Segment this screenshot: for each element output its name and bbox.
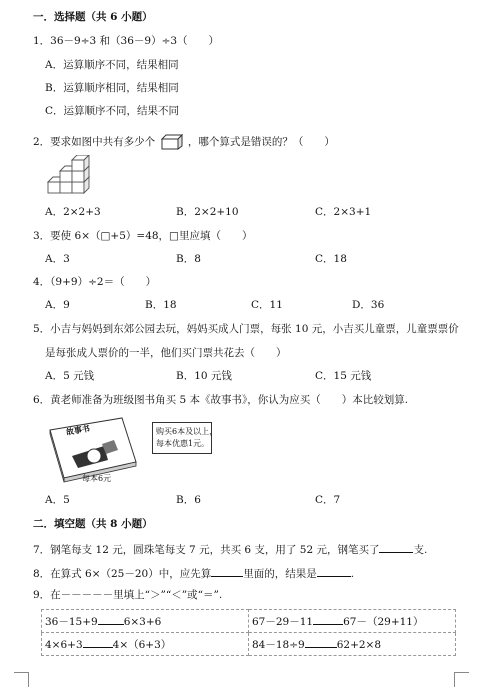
expression-left: 4×6+3: [45, 638, 83, 651]
question-2-stem-start: 2．要求如图中共有多少个: [33, 136, 156, 148]
question-5-option-c[interactable]: C．15 元钱: [315, 370, 372, 382]
question-8-text: 8．在算式 6×（25－20）中，应先算: [33, 568, 212, 580]
question-7-text-end: 支.: [413, 544, 428, 556]
question-6-option-c[interactable]: C．7: [315, 494, 341, 506]
corner-mark-bottom-left: [14, 672, 29, 687]
table-cell: [249, 610, 456, 633]
section-heading-fill-in: 二．填空题（共 8 小题）: [33, 518, 153, 530]
expression-right: 62+2×8: [336, 638, 382, 651]
question-2-stem: [33, 134, 335, 150]
question-5-option-b[interactable]: B．10 元钱: [176, 370, 232, 382]
expression-right: 6×3+6: [123, 615, 162, 628]
question-1-option-c[interactable]: C．运算顺序不同，结果不同: [45, 105, 180, 117]
question-6-stem: 6．黄老师准备为班级图书角买 5 本《故事书》，你认为应买（ ）本比较划算.: [33, 394, 409, 406]
cube-icon: [161, 134, 183, 150]
question-6-option-a[interactable]: A．5: [45, 494, 70, 506]
compare-blank[interactable]: [83, 637, 113, 648]
expression-right: 4×（6+3）: [112, 638, 172, 651]
table-row: [42, 610, 456, 633]
discount-note-box: [152, 422, 218, 454]
table-row: [42, 633, 456, 656]
book-price: 每本6元: [82, 474, 112, 483]
question-2-stem-end: ，哪个算式是错误的？（ ）: [187, 136, 335, 148]
expression-left: 67－29－11: [252, 615, 314, 628]
compare-blank[interactable]: [305, 637, 337, 648]
comparison-table: [41, 609, 456, 656]
corner-mark-bottom-right: [454, 672, 469, 687]
question-6-option-b[interactable]: B．6: [176, 494, 201, 506]
question-4-option-b[interactable]: B．18: [145, 299, 177, 311]
question-1-option-a[interactable]: A．运算顺序不同，结果相同: [45, 59, 179, 71]
question-8: [33, 566, 354, 581]
book-title: 故事书: [65, 422, 91, 438]
question-4-option-a[interactable]: A．9: [45, 299, 70, 311]
question-5-stem-line2: 是每张成人票价的一半，他们买门票共花去（ ）: [45, 347, 287, 359]
question-1-stem: 1．36－9÷3 和（36－9）÷3（ ）: [33, 35, 220, 47]
question-4-stem: 4．（9+9）÷2＝（ ）: [33, 276, 157, 288]
expression-right: 67－（29+11）: [343, 615, 424, 628]
question-8-text-end: .: [350, 568, 355, 580]
question-3-option-b[interactable]: B．8: [176, 253, 201, 265]
compare-blank[interactable]: [313, 614, 343, 625]
question-8-blank-2[interactable]: [317, 566, 351, 577]
discount-note-line1: 购买6本及以上，: [156, 427, 218, 436]
expression-left: 36－15+9: [45, 615, 98, 628]
discount-note-line2: 每本优惠1元。: [156, 439, 210, 448]
table-cell: [42, 633, 249, 656]
question-3-stem: 3．要使 6×（□+5）=48，□里应填（ ）: [33, 230, 253, 242]
question-7-answer-blank[interactable]: [379, 542, 413, 553]
question-4-option-d[interactable]: D．36: [352, 299, 385, 311]
question-3-option-c[interactable]: C．18: [315, 253, 347, 265]
question-2-option-a[interactable]: A．2×2+3: [45, 206, 101, 218]
section-heading-choice: 一．选择题（共 6 小题）: [33, 11, 153, 23]
question-5-option-a[interactable]: A．5 元钱: [45, 370, 95, 382]
question-5-stem-line1: 5．小吉与妈妈到东郊公园去玩，妈妈买成人门票，每张 10 元，小吉买儿童票，儿童票票价: [33, 323, 459, 335]
storybook-illustration: [42, 416, 142, 484]
question-2-option-c[interactable]: C．2×3+1: [315, 206, 372, 218]
question-8-text-mid: 里面的，结果是: [243, 568, 317, 580]
question-7-text: 7．钢笔每支 12 元，圆珠笔每支 7 元，共买 6 支，用了 52 元，钢笔买了: [33, 544, 380, 556]
question-3-option-a[interactable]: A．3: [45, 253, 70, 265]
question-4-option-c[interactable]: C．11: [251, 299, 283, 311]
table-cell: [249, 633, 456, 656]
cube-stack-figure: [46, 155, 102, 195]
question-7: [33, 542, 427, 557]
question-8-blank-1[interactable]: [211, 566, 243, 577]
question-2-option-b[interactable]: B．2×2+10: [176, 206, 239, 218]
compare-blank[interactable]: [98, 614, 124, 625]
question-1-option-b[interactable]: B．运算顺序相同，结果相同: [45, 82, 179, 94]
question-9-stem: 9．在－－－－－里填上“＞”“＜”或“＝”.: [33, 589, 223, 601]
expression-left: 84－18÷9: [252, 638, 305, 651]
table-cell: [42, 610, 249, 633]
